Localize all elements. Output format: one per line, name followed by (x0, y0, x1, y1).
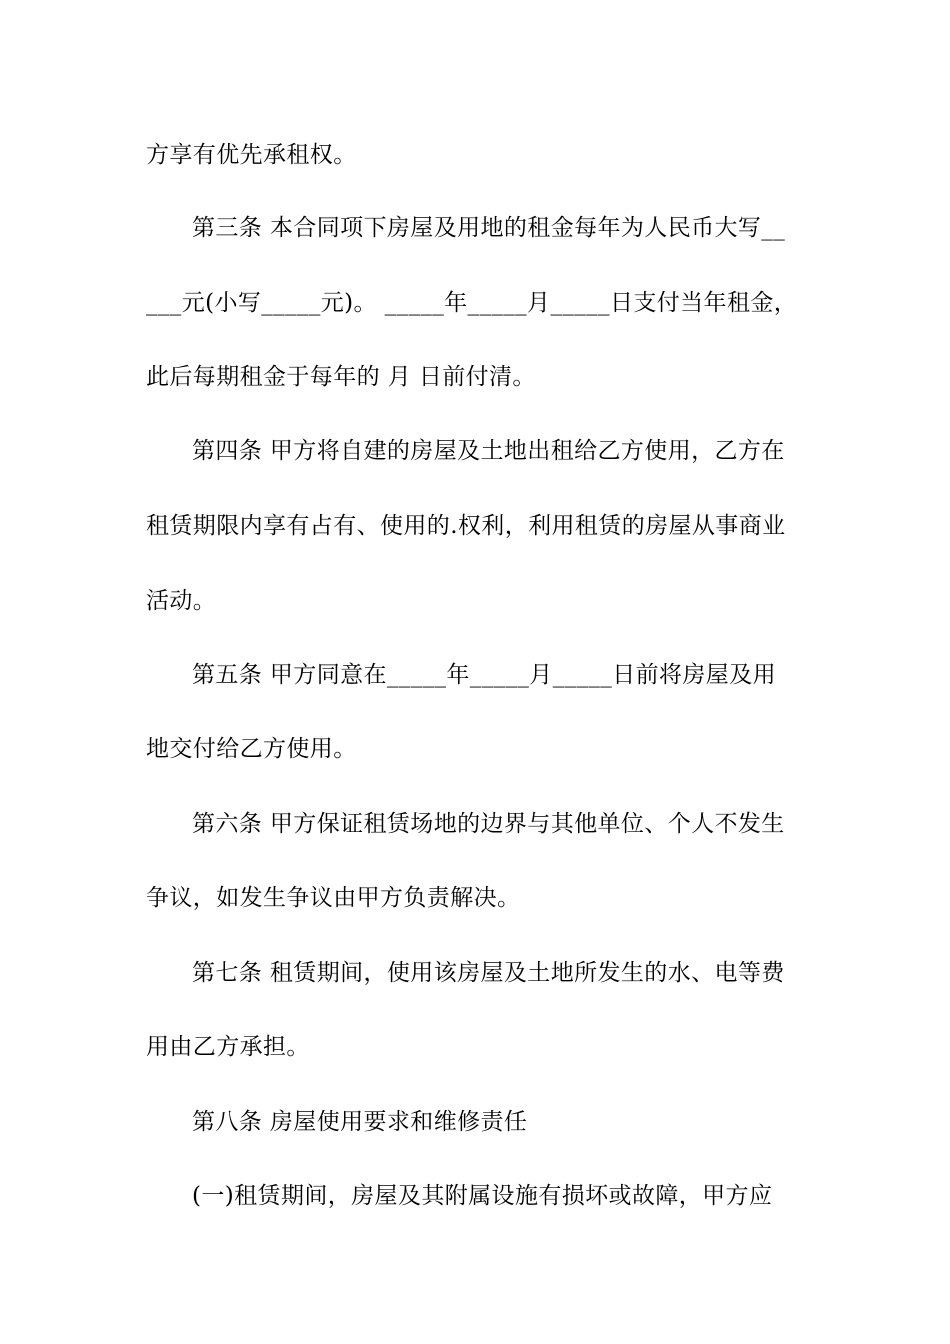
paragraph-line: 地交付给乙方使用。 (146, 736, 357, 762)
clause-1-line: (一)租赁期间，房屋及其附属设施有损坏或故障，甲方应 (192, 1183, 773, 1209)
paragraph-line: 此后每期租金于每年的 月 日前付清。 (146, 364, 536, 390)
paragraph-line: 方享有优先承租权。 (146, 142, 357, 168)
article-5-line: 第五条 甲方同意在_____年_____月_____日前将房屋及用 (192, 662, 777, 688)
article-4-line: 第四条 甲方将自建的房屋及土地出租给乙方使用，乙方在 (192, 438, 785, 464)
paragraph-line: 活动。 (146, 588, 217, 614)
paragraph-line: 争议，如发生争议由甲方负责解决。 (146, 885, 521, 911)
paragraph-line: 租赁期限内享有占有、使用的.权利，利用租赁的房屋从事商业 (146, 513, 786, 539)
article-7-line: 第七条 租赁期间，使用该房屋及土地所发生的水、电等费 (192, 960, 785, 986)
article-6-line: 第六条 甲方保证租赁场地的边界与其他单位、个人不发生 (192, 811, 785, 837)
paragraph-line: 用由乙方承担。 (146, 1034, 310, 1060)
paragraph-line: ___元(小写_____元)。 _____年_____月_____日支付当年租金， (146, 290, 798, 316)
article-3-line: 第三条 本合同项下房屋及用地的租金每年为人民币大写__ (192, 215, 786, 241)
article-8-heading: 第八条 房屋使用要求和维修责任 (192, 1109, 528, 1135)
